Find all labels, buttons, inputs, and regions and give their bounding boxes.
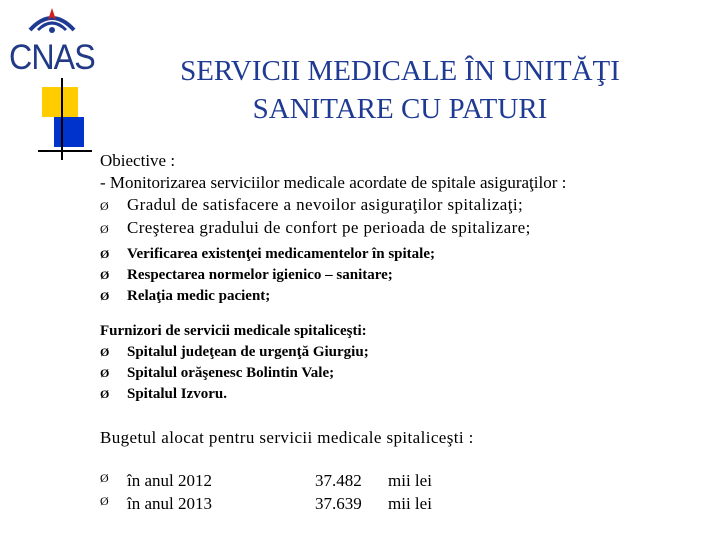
- bullet-arrow-icon: Ø: [100, 222, 110, 236]
- objectives-heading: Obiective :: [100, 151, 176, 170]
- objective-item: Ø Gradul de satisfacere a nevoilor asiguraţilor spitalizaţi;: [100, 194, 710, 217]
- budget-row: [100, 471, 710, 494]
- title-line-2: SANITARE CU PATURI: [252, 93, 548, 125]
- budget-amount: 37.482: [315, 471, 362, 490]
- decor-yellow-square: [42, 87, 78, 117]
- slide-title: [110, 52, 690, 128]
- bullet-arrow-icon: Ø: [100, 247, 110, 261]
- provider-item: Ø Spitalul orăşenesc Bolintin Vale;: [100, 363, 710, 384]
- objective-item: Ø Creşterea gradului de confort pe perioada de spitalizare;: [100, 217, 710, 240]
- budget-year: în anul 2013: [127, 494, 212, 513]
- bullet-arrow-icon: Ø: [100, 471, 109, 485]
- objective-item: Ø Respectarea normelor igienico – sanitare;: [100, 265, 710, 286]
- bullet-arrow-icon: Ø: [100, 387, 110, 401]
- provider-item: Ø Spitalul judeţean de urgenţă Giurgiu;: [100, 342, 710, 363]
- budget-unit: mii lei: [388, 494, 432, 513]
- slide-body: [100, 150, 710, 517]
- providers-heading: Furnizori de servicii medicale spitaliceşti:: [100, 323, 367, 339]
- budget-year: în anul 2012: [127, 471, 212, 490]
- bullet-arrow-icon: Ø: [100, 494, 109, 508]
- logo-text: CNAS: [9, 38, 95, 77]
- cnas-logo: [0, 0, 100, 165]
- bullet-arrow-icon: Ø: [100, 289, 110, 303]
- decor-blue-square: [54, 117, 84, 147]
- bullet-arrow-icon: Ø: [100, 268, 110, 282]
- budget-unit: mii lei: [388, 471, 432, 490]
- bullet-arrow-icon: Ø: [100, 199, 110, 213]
- decor-horizontal-line: [38, 150, 92, 152]
- bullet-arrow-icon: Ø: [100, 345, 110, 359]
- budget-amount: 37.639: [315, 494, 362, 513]
- objective-item: Ø Verificarea existenţei medicamentelor în spitale;: [100, 244, 710, 265]
- objective-item: Ø Relaţia medic pacient;: [100, 286, 710, 307]
- provider-item: Ø Spitalul Izvoru.: [100, 384, 710, 405]
- decor-vertical-line: [61, 78, 63, 160]
- bullet-arrow-icon: Ø: [100, 366, 110, 380]
- objectives-intro: - Monitorizarea serviciilor medicale acordate de spitale asiguraţilor :: [100, 173, 567, 192]
- budget-row: [100, 494, 710, 517]
- budget-heading: Bugetul alocat pentru servicii medicale spitaliceşti :: [100, 428, 474, 447]
- title-line-1: SERVICII MEDICALE ÎN UNITĂŢI: [180, 55, 620, 87]
